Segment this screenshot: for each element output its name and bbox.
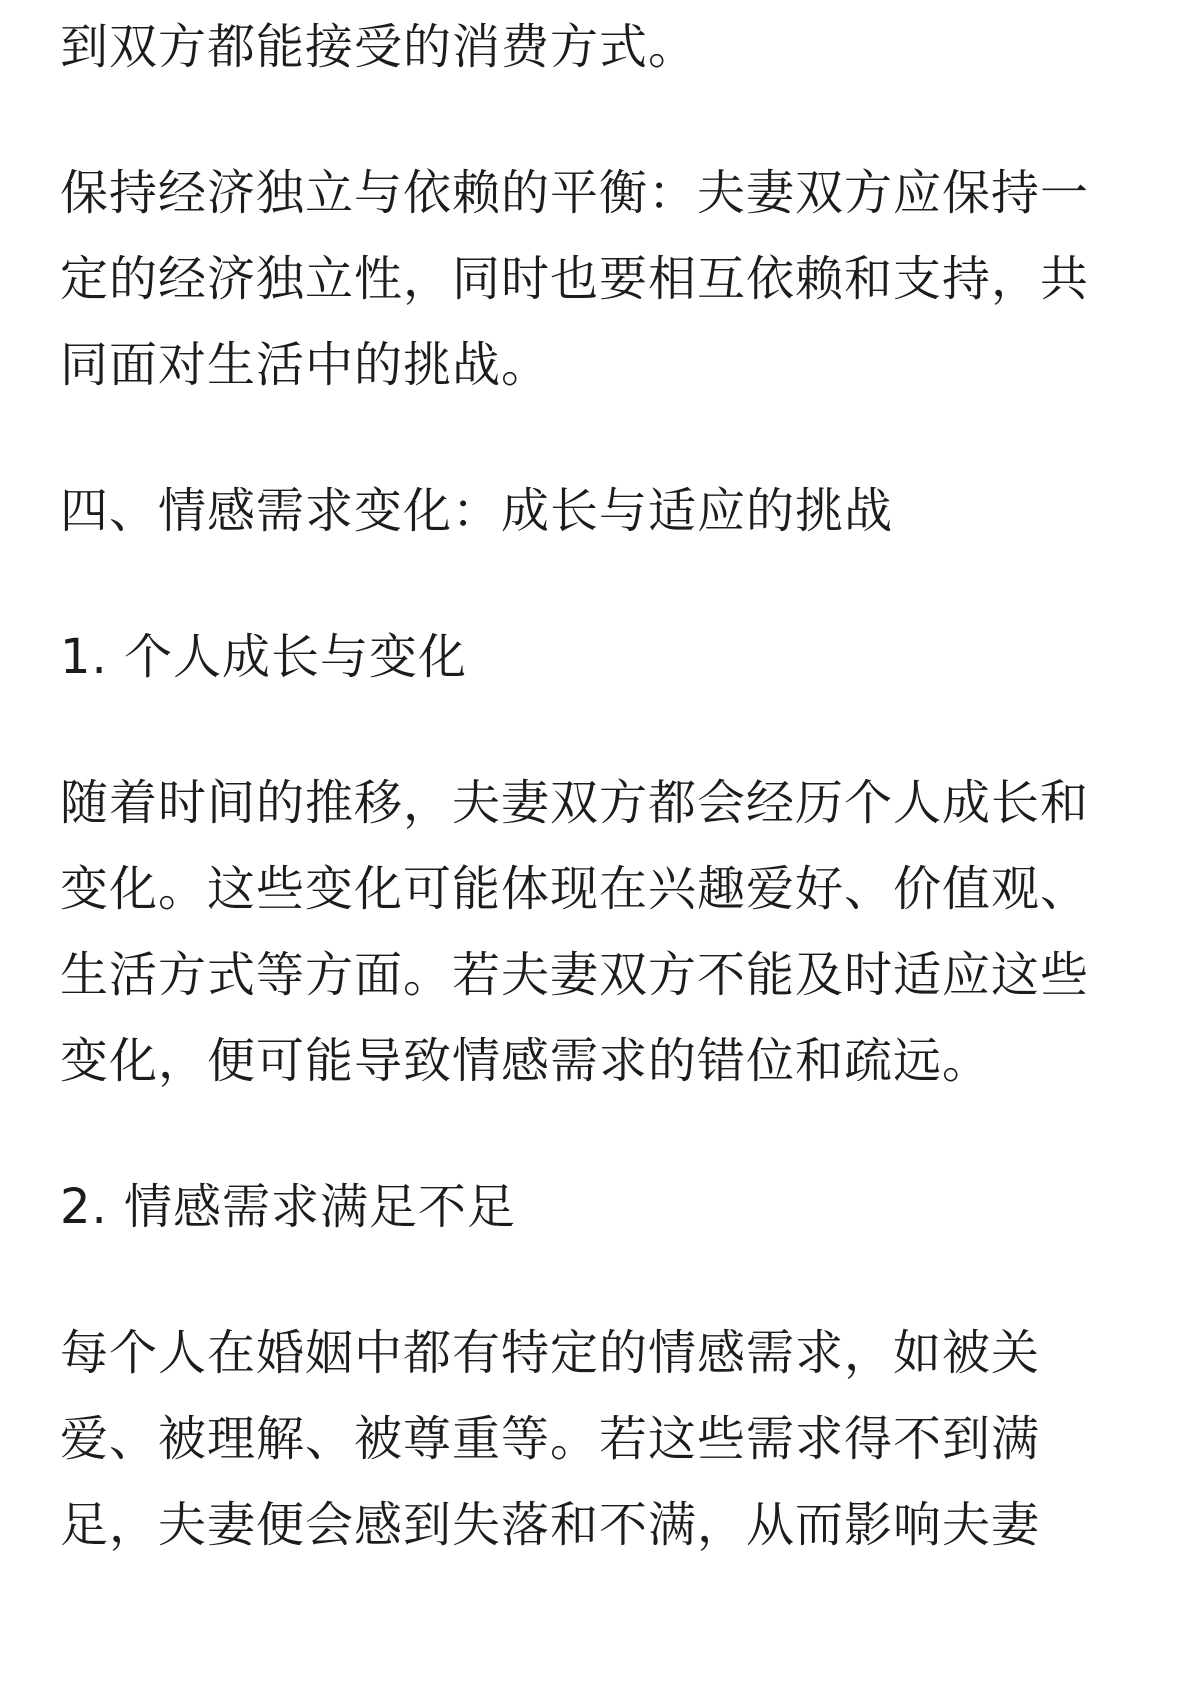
paragraph-gap — [60, 1250, 1120, 1310]
paragraph-gap — [60, 1104, 1120, 1164]
paragraph-unmet-needs: 每个人在婚姻中都有特定的情感需求，如被关爱、被理解、被尊重等。若这些需求得不到满足，夫妻便会感到失落和不满，从而影响夫妻 — [60, 1325, 1041, 1553]
paragraph-gap — [60, 408, 1120, 468]
paragraph-gap — [60, 554, 1120, 614]
paragraph-gap — [60, 90, 1120, 150]
subheading-unmet-needs: 2. 情感需求满足不足 — [60, 1179, 517, 1235]
paragraph-economic-balance: 保持经济独立与依赖的平衡：夫妻双方应保持一定的经济独立性，同时也要相互依赖和支持，共同面对生活中的挑战。 — [60, 165, 1090, 393]
article-body — [60, 0, 1120, 1568]
paragraph-personal-growth: 随着时间的推移，夫妻双方都会经历个人成长和变化。这些变化可能体现在兴趣爱好、价值观、生活方式等方面。若夫妻双方不能及时适应这些变化，便可能导致情感需求的错位和疏远。 — [60, 775, 1090, 1089]
paragraph-gap — [60, 700, 1120, 760]
section-heading-emotional-needs: 四、情感需求变化：成长与适应的挑战 — [60, 483, 894, 539]
subheading-personal-growth: 1. 个人成长与变化 — [60, 629, 468, 685]
paragraph-consumption: 到双方都能接受的消费方式。 — [60, 19, 698, 75]
